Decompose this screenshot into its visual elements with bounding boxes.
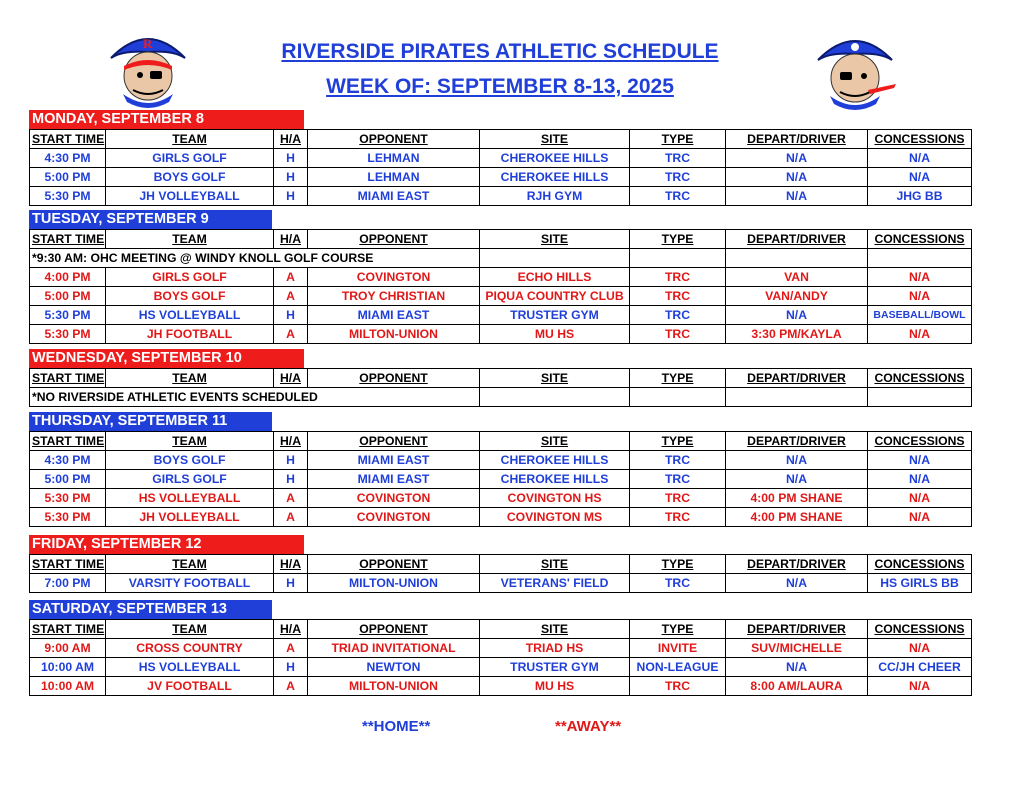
note-text: *NO RIVERSIDE ATHLETIC EVENTS SCHEDULED [30, 388, 480, 407]
event-cell: JHG BB [868, 187, 972, 206]
event-cell: N/A [726, 187, 868, 206]
event-cell: HS GIRLS BB [868, 574, 972, 593]
event-cell: N/A [868, 287, 972, 306]
note-text: *9:30 AM: OHC MEETING @ WINDY KNOLL GOLF COURSE [30, 249, 480, 268]
event-row [30, 658, 972, 677]
event-cell: N/A [726, 451, 868, 470]
event-cell: N/A [868, 149, 972, 168]
away-legend: **AWAY** [555, 718, 622, 735]
column-header: TEAM [106, 620, 274, 639]
event-cell: COVINGTON [308, 508, 480, 527]
column-header: TEAM [106, 369, 274, 388]
empty-cell [726, 388, 868, 407]
event-cell: NEWTON [308, 658, 480, 677]
column-header: DEPART/DRIVER [726, 620, 868, 639]
event-cell: TRC [630, 574, 726, 593]
event-cell: H [274, 451, 308, 470]
event-cell: HS VOLLEYBALL [106, 306, 274, 325]
event-cell: N/A [868, 639, 972, 658]
note-row [30, 249, 972, 268]
column-header-row [30, 620, 972, 639]
event-cell: TRC [630, 677, 726, 696]
event-cell: 5:30 PM [30, 489, 106, 508]
empty-cell [480, 388, 630, 407]
column-header: TYPE [630, 555, 726, 574]
event-cell: H [274, 658, 308, 677]
day-header: MONDAY, SEPTEMBER 8 [29, 110, 304, 129]
event-cell: 9:00 AM [30, 639, 106, 658]
day-header: THURSDAY, SEPTEMBER 11 [29, 412, 272, 431]
event-cell: TRC [630, 306, 726, 325]
schedule-table [29, 368, 972, 407]
event-cell: BASEBALL/BOWL [868, 306, 972, 325]
event-cell: VAN [726, 268, 868, 287]
column-header: TEAM [106, 230, 274, 249]
event-cell: SUV/MICHELLE [726, 639, 868, 658]
event-cell: TRIAD INVITATIONAL [308, 639, 480, 658]
event-cell: TRUSTER GYM [480, 658, 630, 677]
event-cell: A [274, 325, 308, 344]
logo-initial: R [143, 36, 153, 51]
event-cell: VETERANS' FIELD [480, 574, 630, 593]
event-cell: N/A [868, 268, 972, 287]
column-header: START TIME [30, 130, 106, 149]
event-cell: H [274, 574, 308, 593]
column-header: SITE [480, 432, 630, 451]
event-cell: 4:30 PM [30, 451, 106, 470]
column-header: H/A [274, 369, 308, 388]
event-cell: JH VOLLEYBALL [106, 508, 274, 527]
event-cell: LEHMAN [308, 168, 480, 187]
note-row [30, 388, 972, 407]
event-cell: N/A [726, 168, 868, 187]
event-cell: TRC [630, 168, 726, 187]
column-header-row [30, 555, 972, 574]
event-cell: COVINGTON HS [480, 489, 630, 508]
column-header: H/A [274, 230, 308, 249]
event-cell: CHEROKEE HILLS [480, 149, 630, 168]
event-cell: HS VOLLEYBALL [106, 658, 274, 677]
event-cell: A [274, 287, 308, 306]
event-cell: N/A [868, 451, 972, 470]
event-cell: 5:30 PM [30, 187, 106, 206]
event-cell: MU HS [480, 677, 630, 696]
column-header: START TIME [30, 555, 106, 574]
event-cell: MIAMI EAST [308, 306, 480, 325]
column-header: CONCESSIONS [868, 555, 972, 574]
event-cell: JV FOOTBALL [106, 677, 274, 696]
column-header: TYPE [630, 620, 726, 639]
event-cell: COVINGTON [308, 489, 480, 508]
column-header: SITE [480, 230, 630, 249]
column-header: CONCESSIONS [868, 369, 972, 388]
column-header-row [30, 130, 972, 149]
event-row [30, 287, 972, 306]
event-cell: JH FOOTBALL [106, 325, 274, 344]
event-cell: CROSS COUNTRY [106, 639, 274, 658]
event-cell: 5:00 PM [30, 470, 106, 489]
event-row [30, 451, 972, 470]
event-cell: 5:30 PM [30, 306, 106, 325]
schedule-table [29, 229, 972, 344]
column-header: DEPART/DRIVER [726, 230, 868, 249]
event-cell: 4:00 PM SHANE [726, 508, 868, 527]
event-cell: N/A [726, 306, 868, 325]
event-cell: N/A [868, 489, 972, 508]
event-cell: H [274, 470, 308, 489]
event-cell: H [274, 168, 308, 187]
event-cell: TRC [630, 149, 726, 168]
event-cell: 5:30 PM [30, 325, 106, 344]
event-cell: N/A [868, 325, 972, 344]
event-row [30, 325, 972, 344]
column-header: OPPONENT [308, 130, 480, 149]
event-cell: MILTON-UNION [308, 574, 480, 593]
empty-cell [868, 388, 972, 407]
event-cell: VAN/ANDY [726, 287, 868, 306]
event-row [30, 489, 972, 508]
event-cell: CC/JH CHEER [868, 658, 972, 677]
event-cell: PIQUA COUNTRY CLUB [480, 287, 630, 306]
event-cell: H [274, 187, 308, 206]
event-row [30, 268, 972, 287]
empty-cell [868, 249, 972, 268]
event-cell: 5:00 PM [30, 287, 106, 306]
event-cell: N/A [868, 470, 972, 489]
column-header: TEAM [106, 130, 274, 149]
event-cell: TRC [630, 451, 726, 470]
column-header-row [30, 369, 972, 388]
event-cell: N/A [868, 677, 972, 696]
event-cell: A [274, 639, 308, 658]
schedule-title: RIVERSIDE PIRATES ATHLETIC SCHEDULE [281, 40, 719, 63]
event-row [30, 306, 972, 325]
column-header: SITE [480, 555, 630, 574]
event-cell: 8:00 AM/LAURA [726, 677, 868, 696]
event-row [30, 149, 972, 168]
column-header: SITE [480, 369, 630, 388]
column-header: CONCESSIONS [868, 620, 972, 639]
day-header: TUESDAY, SEPTEMBER 9 [29, 210, 272, 229]
column-header: DEPART/DRIVER [726, 369, 868, 388]
event-cell: N/A [726, 658, 868, 677]
event-cell: CHEROKEE HILLS [480, 470, 630, 489]
event-cell: TRC [630, 287, 726, 306]
event-cell: VARSITY FOOTBALL [106, 574, 274, 593]
event-cell: GIRLS GOLF [106, 149, 274, 168]
event-cell: INVITE [630, 639, 726, 658]
event-cell: TRC [630, 508, 726, 527]
empty-cell [726, 249, 868, 268]
event-cell: 10:00 AM [30, 677, 106, 696]
pirate-logo-left [103, 28, 193, 108]
event-cell: A [274, 268, 308, 287]
column-header: OPPONENT [308, 620, 480, 639]
event-cell: TROY CHRISTIAN [308, 287, 480, 306]
column-header: CONCESSIONS [868, 130, 972, 149]
column-header: OPPONENT [308, 555, 480, 574]
event-cell: TRC [630, 489, 726, 508]
event-row [30, 677, 972, 696]
column-header: OPPONENT [308, 432, 480, 451]
event-cell: MIAMI EAST [308, 187, 480, 206]
event-cell: HS VOLLEYBALL [106, 489, 274, 508]
event-cell: N/A [726, 574, 868, 593]
day-header: WEDNESDAY, SEPTEMBER 10 [29, 349, 304, 368]
event-cell: TRUSTER GYM [480, 306, 630, 325]
event-cell: COVINGTON [308, 268, 480, 287]
event-cell: BOYS GOLF [106, 287, 274, 306]
column-header: START TIME [30, 620, 106, 639]
event-cell: TRC [630, 187, 726, 206]
event-cell: COVINGTON MS [480, 508, 630, 527]
column-header: TYPE [630, 369, 726, 388]
column-header: CONCESSIONS [868, 432, 972, 451]
column-header: SITE [480, 620, 630, 639]
event-cell: TRC [630, 268, 726, 287]
event-cell: 3:30 PM/KAYLA [726, 325, 868, 344]
column-header: DEPART/DRIVER [726, 555, 868, 574]
event-cell: 4:00 PM [30, 268, 106, 287]
event-cell: TRIAD HS [480, 639, 630, 658]
column-header: START TIME [30, 432, 106, 451]
event-cell: N/A [868, 168, 972, 187]
event-cell: A [274, 508, 308, 527]
column-header: TEAM [106, 432, 274, 451]
column-header: H/A [274, 130, 308, 149]
column-header: H/A [274, 432, 308, 451]
event-cell: 4:30 PM [30, 149, 106, 168]
event-cell: CHEROKEE HILLS [480, 168, 630, 187]
column-header: H/A [274, 620, 308, 639]
event-cell: N/A [726, 470, 868, 489]
event-cell: MILTON-UNION [308, 677, 480, 696]
event-row [30, 508, 972, 527]
event-cell: BOYS GOLF [106, 451, 274, 470]
event-cell: LEHMAN [308, 149, 480, 168]
event-cell: A [274, 489, 308, 508]
event-row [30, 639, 972, 658]
event-row [30, 470, 972, 489]
event-cell: H [274, 306, 308, 325]
event-cell: MILTON-UNION [308, 325, 480, 344]
event-cell: MU HS [480, 325, 630, 344]
column-header: TYPE [630, 130, 726, 149]
column-header: SITE [480, 130, 630, 149]
event-cell: CHEROKEE HILLS [480, 451, 630, 470]
event-cell: NON-LEAGUE [630, 658, 726, 677]
event-cell: A [274, 677, 308, 696]
event-cell: ECHO HILLS [480, 268, 630, 287]
column-header: START TIME [30, 369, 106, 388]
column-header: TYPE [630, 432, 726, 451]
event-cell: BOYS GOLF [106, 168, 274, 187]
column-header: H/A [274, 555, 308, 574]
schedule-table [29, 619, 972, 696]
event-cell: 4:00 PM SHANE [726, 489, 868, 508]
empty-cell [480, 249, 630, 268]
event-cell: JH VOLLEYBALL [106, 187, 274, 206]
pirate-logo-right [810, 30, 900, 110]
column-header: TEAM [106, 555, 274, 574]
schedule-table [29, 554, 972, 593]
column-header: OPPONENT [308, 230, 480, 249]
event-row [30, 187, 972, 206]
event-row [30, 168, 972, 187]
event-cell: N/A [726, 149, 868, 168]
column-header-row [30, 230, 972, 249]
column-header: DEPART/DRIVER [726, 432, 868, 451]
schedule-table [29, 129, 972, 206]
event-cell: GIRLS GOLF [106, 470, 274, 489]
column-header: START TIME [30, 230, 106, 249]
event-cell: RJH GYM [480, 187, 630, 206]
event-cell: N/A [868, 508, 972, 527]
event-cell: TRC [630, 470, 726, 489]
home-legend: **HOME** [362, 718, 431, 735]
event-cell: 10:00 AM [30, 658, 106, 677]
event-cell: GIRLS GOLF [106, 268, 274, 287]
event-row [30, 574, 972, 593]
event-cell: H [274, 149, 308, 168]
day-header: FRIDAY, SEPTEMBER 12 [29, 535, 304, 554]
event-cell: MIAMI EAST [308, 470, 480, 489]
event-cell: TRC [630, 325, 726, 344]
day-header: SATURDAY, SEPTEMBER 13 [29, 600, 272, 619]
event-cell: MIAMI EAST [308, 451, 480, 470]
column-header-row [30, 432, 972, 451]
schedule-table [29, 431, 972, 527]
event-cell: 7:00 PM [30, 574, 106, 593]
column-header: DEPART/DRIVER [726, 130, 868, 149]
empty-cell [630, 249, 726, 268]
week-title: WEEK OF: SEPTEMBER 8-13, 2025 [326, 75, 674, 98]
column-header: OPPONENT [308, 369, 480, 388]
column-header: TYPE [630, 230, 726, 249]
event-cell: 5:30 PM [30, 508, 106, 527]
event-cell: 5:00 PM [30, 168, 106, 187]
column-header: CONCESSIONS [868, 230, 972, 249]
empty-cell [630, 388, 726, 407]
